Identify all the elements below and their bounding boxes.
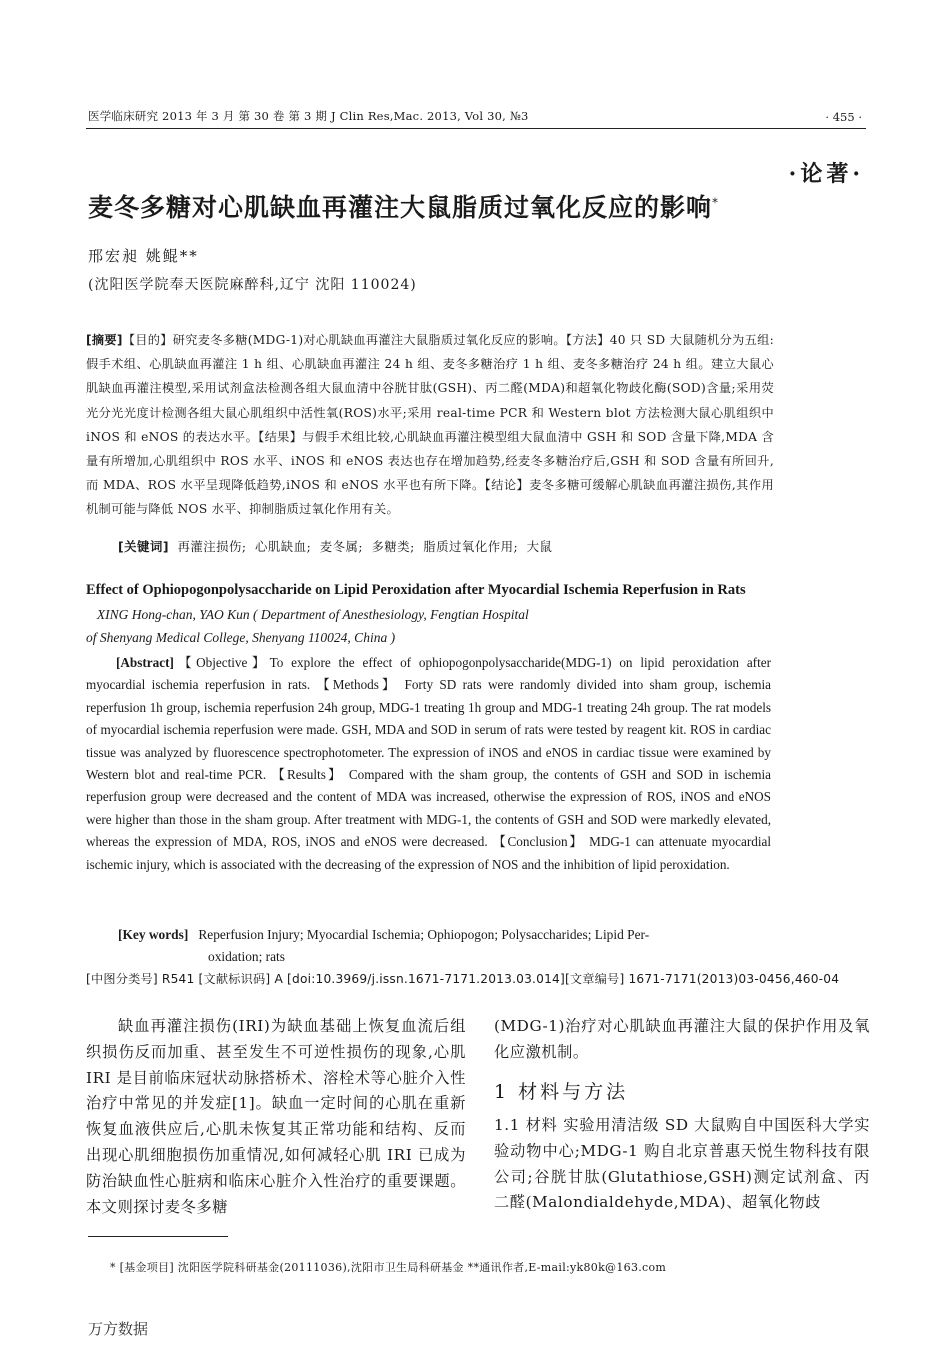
body-left-column: 缺血再灌注损伤(IRI)为缺血基础上恢复血流后组织损伤反而加重、甚至发生不可逆性损伤的现象,心肌 IRI 是目前临床冠状动脉搭桥术、溶栓术等心脏介入性治疗中常见的并发症[1]。缺血一定时间的心肌在重新恢复血液供应后,心肌未恢复其正常功能和结构、反而出现心肌细胞损伤加重情况,如何减轻心肌 IRI 已成为防治缺血性心脏病和临床心脏介入性治疗的重要课题。本文则探讨麦冬多糖	[86, 1017, 466, 1216]
chinese-abstract-text: 【目的】研究麦冬多糖(MDG-1)对心肌缺血再灌注大鼠脂质过氧化反应的影响。【方法】40 只 SD 大鼠随机分为五组:假手术组、心肌缺血再灌注 1 h 组、心肌缺血再灌注 24 h 组、麦冬多糖治疗 1 h 组、麦冬多糖治疗 24 h 组。建立大鼠心肌缺血再灌注模型,采用试剂盒法检测各组大鼠血清中谷胱甘肽(GSH)、丙二醛(MDA)和超氧化物歧化酶(SOD)含量;采用荧光分光光度计检测各组大鼠心肌组织中活性氧(ROS)水平;采用 real-time PCR 和 Western blot 方法检测大鼠心肌组织中 iNOS 和 eNOS 的表达水平。【结果】与假手术组比较,心肌缺血再灌注模型组大鼠血清中 GSH 和 SOD 含量下降,MDA 含量有所增加,心肌组织中 ROS 水平、iNOS 和 eNOS 表达也存在增加趋势,经麦冬多糖治疗后,GSH 和 SOD 含量有所回升,而 MDA、ROS 水平呈现降低趋势,iNOS 和 eNOS 水平也有所下降。【结论】麦冬多糖可缓解心肌缺血再灌注损伤,其作用机制可能与降低 NOS 水平、抑制脂质过氧化作用有关。	[86, 333, 774, 517]
affiliation: (沈阳医学院奉天医院麻醉科,辽宁 沈阳 110024)	[88, 277, 417, 293]
body-right-paragraph-2: 1.1 材料 实验用清洁级 SD 大鼠购自中国医科大学实验动物中心;MDG-1 购自北京普惠天悦生物科技有限公司;谷胱甘肽(Glutathiose,GSH)测定试剂盒、丙二醛(Malondialdehyde,MDA)、超氧化物歧	[494, 1116, 870, 1212]
english-keywords-label: [Key words]	[118, 927, 189, 942]
english-title-text: Effect of Ophiopogonpolysaccharide on Lipid Peroxidation after Myocardial Ischemia Reperfusion in Rats	[86, 582, 746, 598]
chinese-keywords-label: [关键词]	[118, 539, 169, 554]
body-right-paragraph-1: (MDG-1)治疗对心肌缺血再灌注大鼠的保护作用及氧化应激机制。	[494, 1017, 870, 1061]
title-footnote-mark: *	[712, 195, 720, 210]
chinese-abstract	[86, 328, 774, 522]
english-authors: XING Hong-chan, YAO Kun ( Department of Anesthesiology, Fengtian Hospital	[96, 606, 529, 622]
journal-header: 医学临床研究 2013 年 3 月 第 30 卷 第 3 期 J Clin Res,Mac. 2013, Vol 30, №3	[88, 109, 529, 123]
watermark: 万方数据	[88, 1320, 149, 1338]
english-abstract-text: 【Objective】To explore the effect of ophiopogonpolysaccharide(MDG-1) on lipid peroxidation after myocardial ischemia reperfusion in rats. 【Methods】 Forty SD rats were randomly divided into sham group, ischemia reperfusion 1h group, ischemia reperfusion 24h group, MDG-1 treating 1h group and MDG-1 treating 24h group. The rat models of myocardial ischemia reperfusion were made. GSH, MDA and SOD in serum of rats were tested by reagent kit. ROS in cardiac tissue was analyzed by fluorescence spectrophotometer. The expression of iNOS and eNOS in cardiac tissue were examined by Western blot and real-time PCR. 【Results】 Compared with the sham group, the contents of GSH and SOD in ischemia reperfusion group were decreased and the content of MDA was increased, otherwise the expression of ROS, iNOS and eNOS were higher than those in the sham group. After treatment with MDG-1, the contents of GSH and SOD were markedly elevated, whereas the expression of MDA, ROS, iNOS and eNOS were decreased. 【Conclusion】 MDG-1 can attenuate myocardial ischemic injury, which is associated with the decreasing of the expression of NOS and the inhibition of lipid peroxidation.	[86, 655, 771, 872]
page-number: · 455 ·	[825, 110, 862, 124]
english-keywords	[118, 924, 778, 969]
chinese-keywords-text: 再灌注损伤; 心肌缺血; 麦冬属; 多糖类; 脂质过氧化作用; 大鼠	[177, 539, 553, 554]
english-keywords-text: Reperfusion Injury; Myocardial Ischemia; Ophiopogon; Polysaccharides; Lipid Per-	[198, 927, 650, 942]
article-title	[88, 188, 719, 224]
chinese-keywords	[118, 537, 552, 555]
authors: 邢宏昶 姚鲲**	[88, 247, 199, 265]
english-affiliation: of Shenyang Medical College, Shenyang 110024, China )	[86, 630, 396, 645]
english-abstract-label: [Abstract]	[116, 655, 174, 670]
english-abstract	[86, 652, 771, 876]
english-title	[86, 579, 770, 627]
footnote-rule	[88, 1236, 228, 1237]
classification-line: [中图分类号] R541 [文献标识码] A [doi:10.3969/j.issn.1671-7171.2013.03.014][文章编号] 1671-7171(2013)03-0456,460-04	[86, 972, 840, 986]
footnote: * [基金项目] 沈阳医学院科研基金(20111036),沈阳市卫生局科研基金 **通讯作者,E-mail:yk80k@163.com	[110, 1261, 667, 1274]
section-heading-1: 1 材料与方法	[494, 1081, 629, 1103]
chinese-abstract-label: [摘要]	[86, 333, 123, 347]
header-rule	[86, 128, 866, 129]
english-keywords-continued: oxidation; rats	[208, 949, 285, 965]
article-title-text: 麦冬多糖对心肌缺血再灌注大鼠脂质过氧化反应的影响	[88, 193, 713, 222]
section-label: ·论著·	[788, 161, 864, 187]
